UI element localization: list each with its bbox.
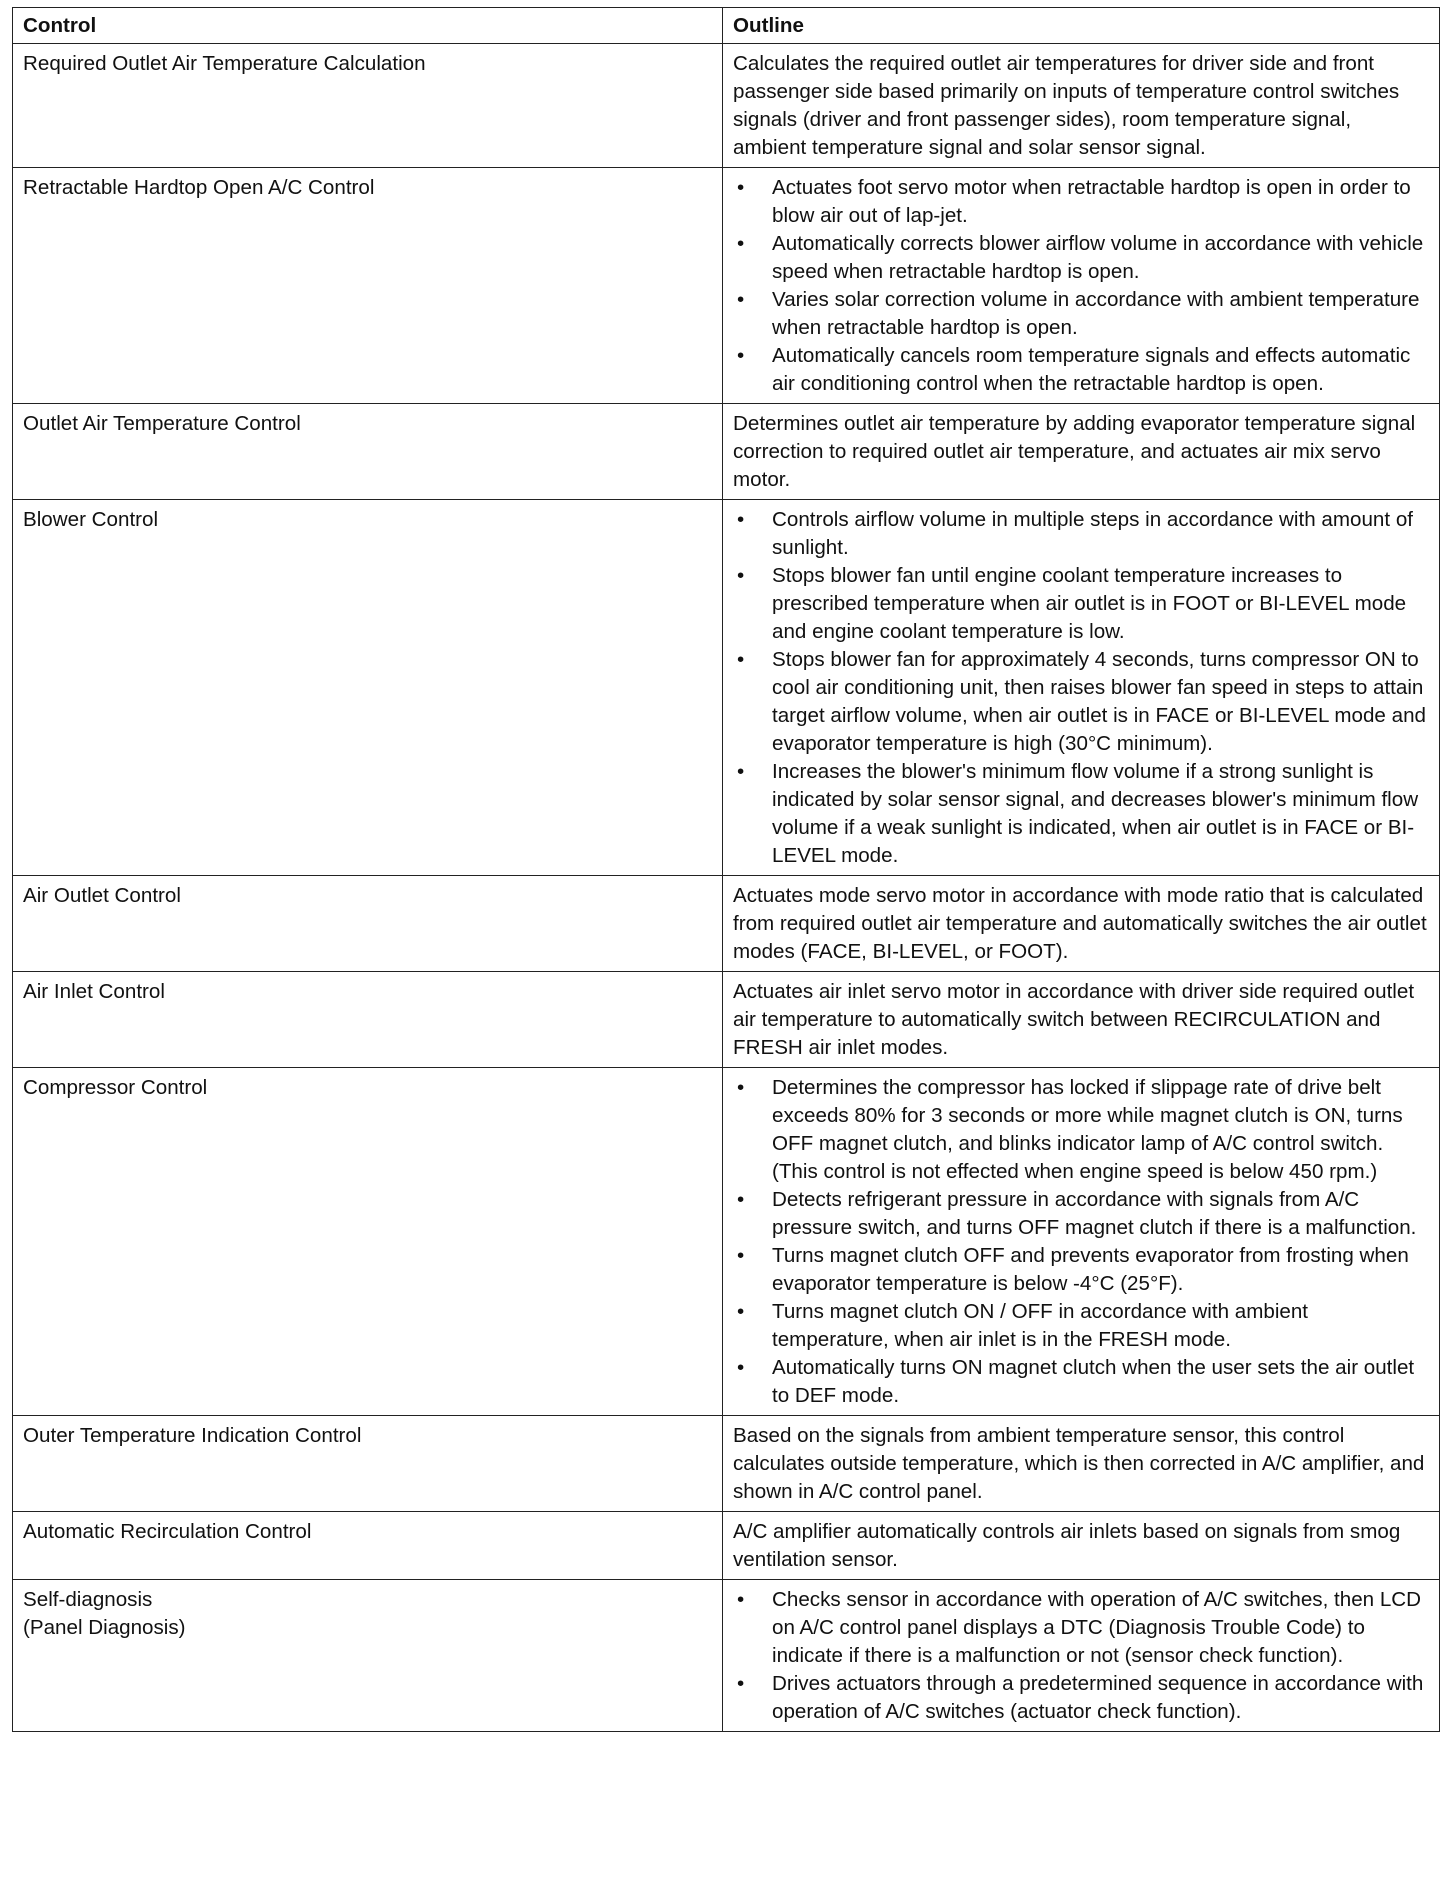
control-cell: Required Outlet Air Temperature Calculation	[13, 44, 723, 168]
outline-cell	[723, 500, 1440, 876]
table-row	[13, 972, 1440, 1068]
control-cell: Compressor Control	[13, 1068, 723, 1416]
header-row	[13, 8, 1440, 44]
control-cell	[13, 1580, 723, 1732]
outline-cell: Determines outlet air temperature by adding evaporator temperature signal correction to required outlet air temperature, and actuates air mix servo motor.	[723, 404, 1440, 500]
bullet-item: • Detects refrigerant pressure in accordance with signals from A/C pressure switch, and turns OFF magnet clutch if there is a malfunction.	[733, 1186, 1429, 1242]
bullet-item: • Checks sensor in accordance with operation of A/C switches, then LCD on A/C control panel displays a DTC (Diagnosis Trouble Code) to indicate if there is a malfunction or not (sensor check function).	[733, 1586, 1429, 1670]
bullet-list	[733, 1586, 1429, 1726]
control-cell: Outlet Air Temperature Control	[13, 404, 723, 500]
bullet-item: • Actuates foot servo motor when retractable hardtop is open in order to blow air out of lap-jet.	[733, 174, 1429, 230]
header-control: Control	[13, 8, 723, 44]
outline-cell: Actuates air inlet servo motor in accordance with driver side required outlet air temperature to automatically switch between RECIRCULATION and FRESH air inlet modes.	[723, 972, 1440, 1068]
control-cell: Blower Control	[13, 500, 723, 876]
bullet-item: • Varies solar correction volume in accordance with ambient temperature when retractable hardtop is open.	[733, 286, 1429, 342]
bullet-item: • Drives actuators through a predetermined sequence in accordance with operation of A/C switches (actuator check function).	[733, 1670, 1429, 1726]
bullet-item: • Increases the blower's minimum flow volume if a strong sunlight is indicated by solar sensor signal, and decreases blower's minimum flow volume if a weak sunlight is indicated, when air outlet is in FACE or BI-LEVEL mode.	[733, 758, 1429, 870]
table-row	[13, 404, 1440, 500]
bullet-item: • Stops blower fan for approximately 4 seconds, turns compressor ON to cool air conditioning unit, then raises blower fan speed in steps to attain target airflow volume, when air outlet is in FACE or BI-LEVEL mode and evaporator temperature is high (30°C minimum).	[733, 646, 1429, 758]
bullet-item: • Automatically turns ON magnet clutch when the user sets the air outlet to DEF mode.	[733, 1354, 1429, 1410]
outline-cell	[723, 168, 1440, 404]
table-row	[13, 168, 1440, 404]
table-row	[13, 1068, 1440, 1416]
bullet-item: • Automatically cancels room temperature signals and effects automatic air conditioning control when the retractable hardtop is open.	[733, 342, 1429, 398]
outline-cell	[723, 1068, 1440, 1416]
outline-cell: Based on the signals from ambient temperature sensor, this control calculates outside temperature, which is then corrected in A/C amplifier, and shown in A/C control panel.	[723, 1416, 1440, 1512]
outline-cell: Calculates the required outlet air temperatures for driver side and front passenger side based primarily on inputs of temperature control switches signals (driver and front passenger sides), room temperature signal, ambient temperature signal and solar sensor signal.	[723, 44, 1440, 168]
control-cell: Retractable Hardtop Open A/C Control	[13, 168, 723, 404]
bullet-item: • Controls airflow volume in multiple steps in accordance with amount of sunlight.	[733, 506, 1429, 562]
outline-cell: Actuates mode servo motor in accordance with mode ratio that is calculated from required outlet air temperature and automatically switches the air outlet modes (FACE, BI-LEVEL, or FOOT).	[723, 876, 1440, 972]
control-cell: Air Outlet Control	[13, 876, 723, 972]
header-outline: Outline	[723, 8, 1440, 44]
table-row	[13, 1416, 1440, 1512]
control-cell: Air Inlet Control	[13, 972, 723, 1068]
bullet-item: • Turns magnet clutch ON / OFF in accordance with ambient temperature, when air inlet is in the FRESH mode.	[733, 1298, 1429, 1354]
bullet-item: • Automatically corrects blower airflow volume in accordance with vehicle speed when retractable hardtop is open.	[733, 230, 1429, 286]
control-sublabel: (Panel Diagnosis)	[23, 1616, 186, 1639]
table-row	[13, 500, 1440, 876]
table-row	[13, 876, 1440, 972]
table-row	[13, 44, 1440, 168]
outline-cell: A/C amplifier automatically controls air inlets based on signals from smog ventilation sensor.	[723, 1512, 1440, 1580]
control-outline-table	[12, 7, 1440, 1732]
table-row	[13, 1580, 1440, 1732]
control-cell: Outer Temperature Indication Control	[13, 1416, 723, 1512]
bullet-list	[733, 506, 1429, 870]
bullet-list	[733, 174, 1429, 398]
bullet-item: • Turns magnet clutch OFF and prevents evaporator from frosting when evaporator temperature is below -4°C (25°F).	[733, 1242, 1429, 1298]
control-cell: Automatic Recirculation Control	[13, 1512, 723, 1580]
control-label: Self-diagnosis	[23, 1588, 153, 1611]
outline-cell	[723, 1580, 1440, 1732]
bullet-item: • Determines the compressor has locked if slippage rate of drive belt exceeds 80% for 3 seconds or more while magnet clutch is ON, turns OFF magnet clutch, and blinks indicator lamp of A/C control switch. (This control is not effected when engine speed is below 450 rpm.)	[733, 1074, 1429, 1186]
bullet-list	[733, 1074, 1429, 1410]
table-row	[13, 1512, 1440, 1580]
bullet-item: • Stops blower fan until engine coolant temperature increases to prescribed temperature when air outlet is in FOOT or BI-LEVEL mode and engine coolant temperature is low.	[733, 562, 1429, 646]
